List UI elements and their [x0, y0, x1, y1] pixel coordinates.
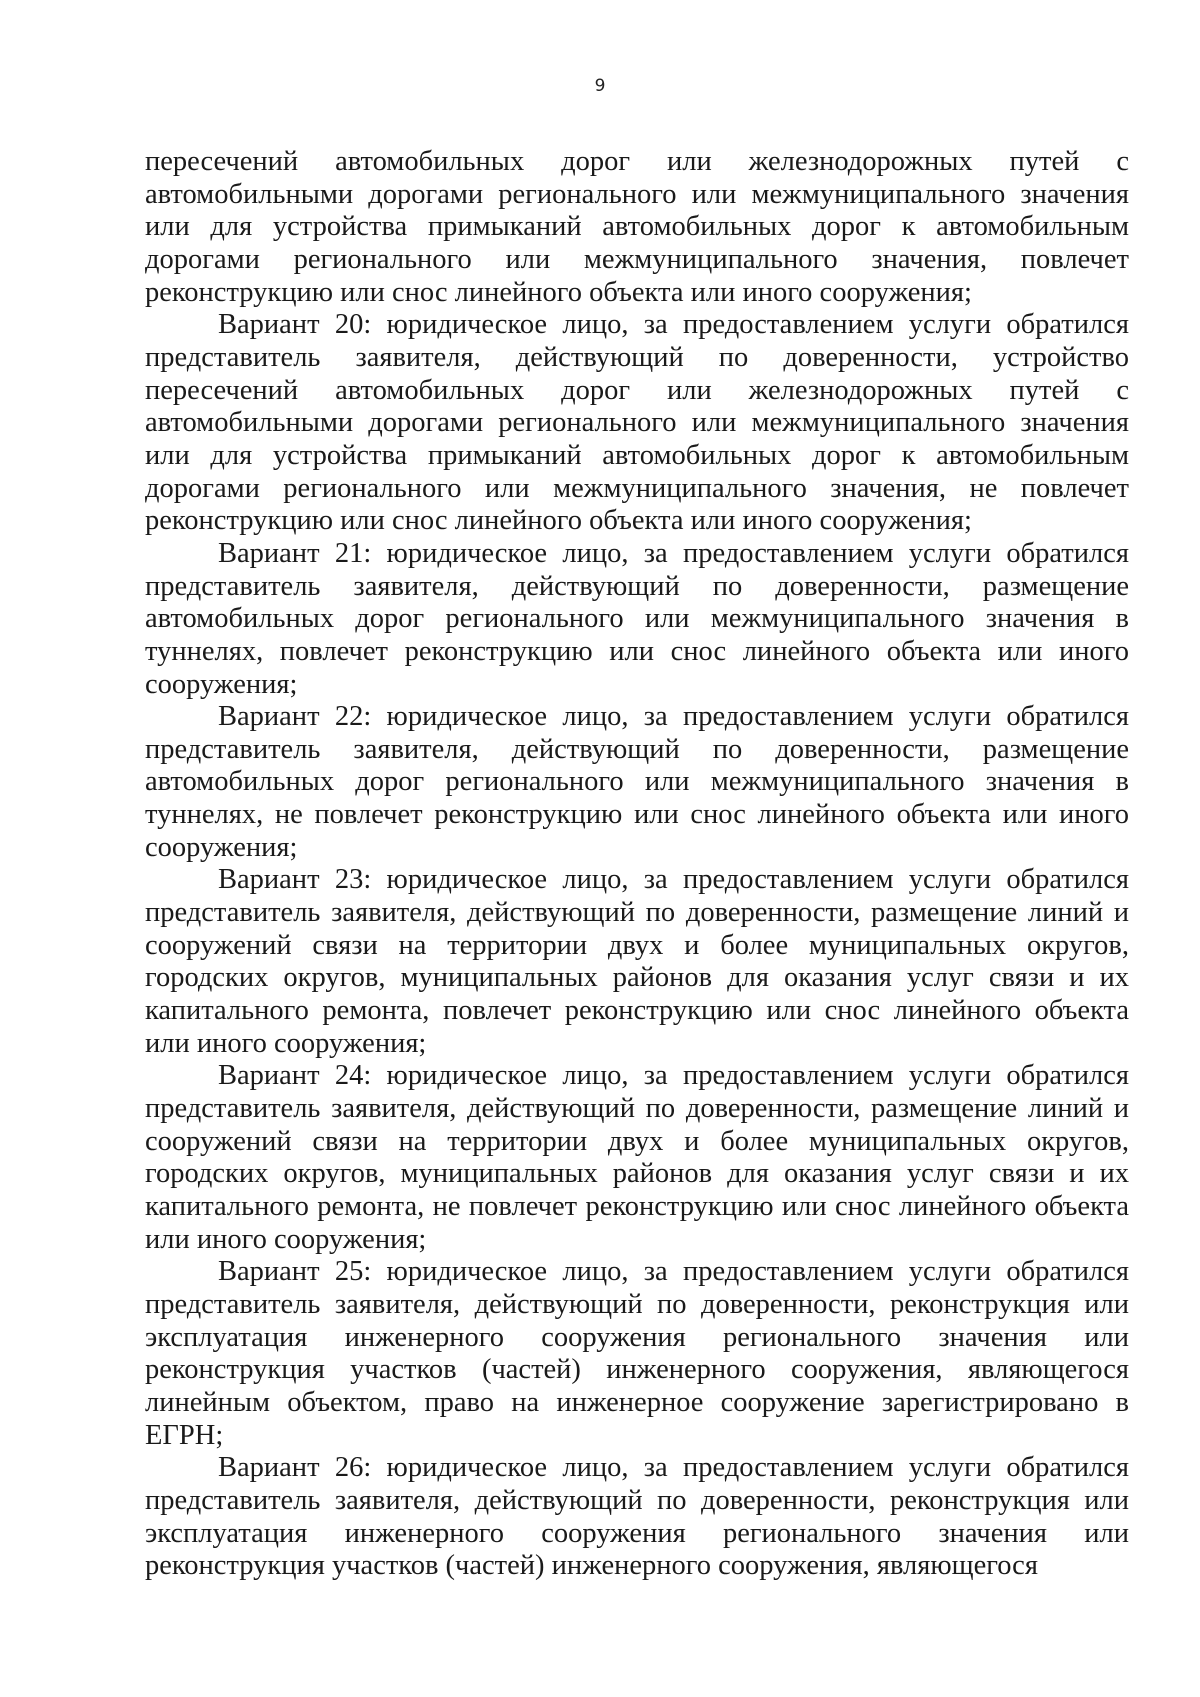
paragraph-variant-24: Вариант 24: юридическое лицо, за предоставлением услуги обратился представитель заявителя, действующий по доверенности, размещение линий и сооружений связи на территории двух и более муниципальных округов, городских округов, муниципальных районов для оказания услуг связи и их капитального ремонта, не повлечет реконструкцию или снос линейного объекта или иного сооружения; — [145, 1060, 1129, 1255]
paragraph-variant-25: Вариант 25: юридическое лицо, за предоставлением услуги обратился представитель заявителя, действующий по доверенности, реконструкция или эксплуатация инженерного сооружения регионального значения или реконструкция участков (частей) инженерного сооружения, являющегося линейным объектом, право на инженерное сооружение зарегистрировано в ЕГРН; — [145, 1256, 1129, 1451]
page-number: 9 — [594, 76, 606, 96]
paragraph-continuation: пересечений автомобильных дорог или железнодорожных путей с автомобильными дорогами регионального или межмуниципального значения или для устройства примыканий автомобильных дорог к автомобильным дорогами регионального или межмуниципального значения, повлечет реконструкцию или снос линейного объекта или иного сооружения; — [145, 146, 1129, 308]
paragraph-variant-22: Вариант 22: юридическое лицо, за предоставлением услуги обратился представитель заявителя, действующий по доверенности, размещение автомобильных дорог регионального или межмуниципального значения в туннелях, не повлечет реконструкцию или снос линейного объекта или иного сооружения; — [145, 701, 1129, 863]
document-body — [145, 146, 1129, 1583]
paragraph-variant-21: Вариант 21: юридическое лицо, за предоставлением услуги обратился представитель заявителя, действующий по доверенности, размещение автомобильных дорог регионального или межмуниципального значения в туннелях, повлечет реконструкцию или снос линейного объекта или иного сооружения; — [145, 537, 1129, 700]
paragraph-variant-20: Вариант 20: юридическое лицо, за предоставлением услуги обратился представитель заявителя, действующий по доверенности, устройство пересечений автомобильных дорог или железнодорожных путей с автомобильными дорогами регионального или межмуниципального значения или для устройства примыканий автомобильных дорог к автомобильным дорогами регионального или межмуниципального значения, не повлечет реконструкцию или снос линейного объекта или иного сооружения; — [145, 309, 1129, 537]
paragraph-variant-23: Вариант 23: юридическое лицо, за предоставлением услуги обратился представитель заявителя, действующий по доверенности, размещение линий и сооружений связи на территории двух и более муниципальных округов, городских округов, муниципальных районов для оказания услуг связи и их капитального ремонта, повлечет реконструкцию или снос линейного объекта или иного сооружения; — [145, 864, 1129, 1059]
paragraph-variant-26: Вариант 26: юридическое лицо, за предоставлением услуги обратился представитель заявителя, действующий по доверенности, реконструкция или эксплуатация инженерного сооружения регионального значения или реконструкция участков (частей) инженерного сооружения, являющегося — [145, 1452, 1129, 1582]
